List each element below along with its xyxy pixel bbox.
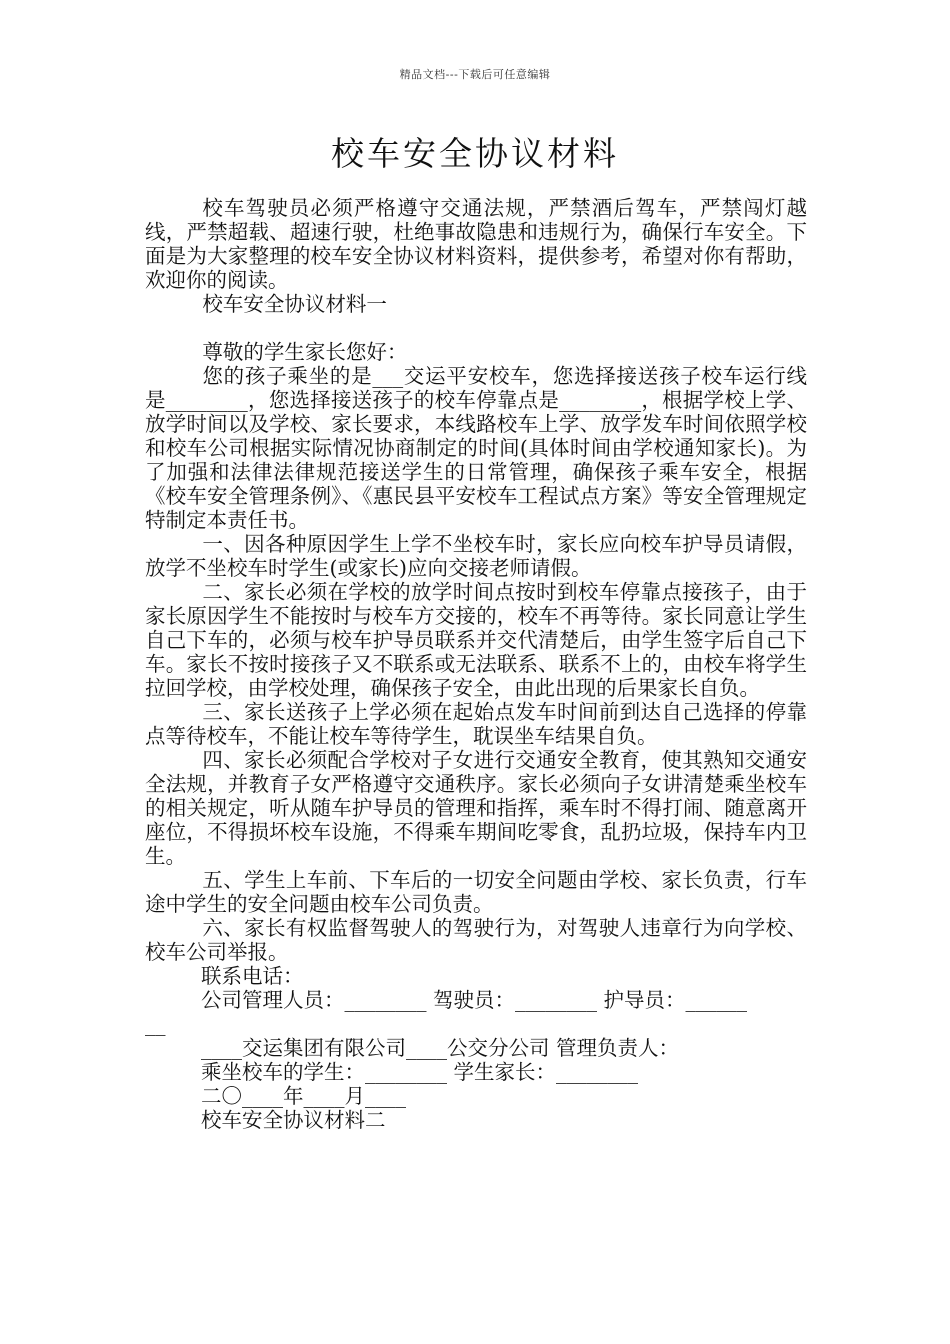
greeting: 尊敬的学生家长您好： xyxy=(202,340,408,364)
staff-line: 公司管理人员：________ 驾驶员：________ 护导员：______ xyxy=(201,988,748,1012)
page-header-watermark: 精品文档---下载后可任意编辑 xyxy=(399,68,551,81)
company-line: ____交运集团有限公司____公交分公司 管理负责人： xyxy=(201,1036,680,1060)
clause-6: 六、家长有权监督驾驶人的驾驶行为，对驾驶人违章行为向学校、校车公司举报。 xyxy=(145,916,807,964)
staff-line-wrap: __ xyxy=(145,1012,166,1036)
clause-2: 二、家长必须在学校的放学时间点按时到校车停靠点接孩子，由于家长原因学生不能按时与校车方交接的，校车不再等待。家长同意让学生自己下车的，必须与校车护导员联系并交代清楚后，由学生签字后自己下车。家长不按时接孩子又不联系或无法联系、联系不上的，由校车将学生拉回学校，由学校处理，确保孩子安全，由此出现的后果家长自负。 xyxy=(145,580,807,700)
document-title: 校车安全协议材料 xyxy=(331,134,619,173)
clause-1: 一、因各种原因学生上学不坐校车时，家长应向校车护导员请假，放学不坐校车时学生(或家长)应向交接老师请假。 xyxy=(145,532,807,580)
intro-paragraph: 校车驾驶员必须严格遵守交通法规，严禁酒后驾车，严禁闯灯越线，严禁超载、超速行驶，杜绝事故隐患和违规行为，确保行车安全。下面是为大家整理的校车安全协议材料资料，提供参考，希望对你有帮助，欢迎你的阅读。 xyxy=(145,196,807,292)
section-two-heading: 校车安全协议材料二 xyxy=(201,1108,386,1132)
signature-block xyxy=(145,964,807,1132)
date-line: 二〇____年____月____ xyxy=(201,1084,406,1108)
section-one-heading: 校车安全协议材料一 xyxy=(202,292,387,316)
contact-label: 联系电话： xyxy=(201,964,304,988)
body-paragraph: 您的孩子乘坐的是___交运平安校车，您选择接送孩子校车运行线是________，您选择接送孩子的校车停靠点是________，根据学校上学、放学时间以及学校、家长要求，本线路校车上学、放学发车时间依照学校和校车公司根据实际情况协商制定的时间(具体时间由学校通知家长)。为了加强和法律法律规范接送学生的日常管理，确保孩子乘车安全，根据《校车安全管理条例》、《惠民县平安校车工程试点方案》等安全管理规定特制定本责任书。 xyxy=(145,364,807,532)
clause-5: 五、学生上车前、下车后的一切安全问题由学校、家长负责，行车途中学生的安全问题由校车公司负责。 xyxy=(145,868,807,916)
clause-4: 四、家长必须配合学校对子女进行交通安全教育，使其熟知交通安全法规，并教育子女严格遵守交通秩序。家长必须向子女讲清楚乘坐校车的相关规定，听从随车护导员的管理和指挥，乘车时不得打闹、随意离开座位，不得损坏校车设施，不得乘车期间吃零食，乱扔垃圾，保持车内卫生。 xyxy=(145,748,807,868)
student-line: 乘坐校车的学生：________ 学生家长：________ xyxy=(201,1060,639,1084)
document-body xyxy=(145,196,807,1132)
blank-line xyxy=(145,316,807,340)
clause-3: 三、家长送孩子上学必须在起始点发车时间前到达自己选择的停靠点等待校车，不能让校车等待学生，耽误坐车结果自负。 xyxy=(145,700,807,748)
